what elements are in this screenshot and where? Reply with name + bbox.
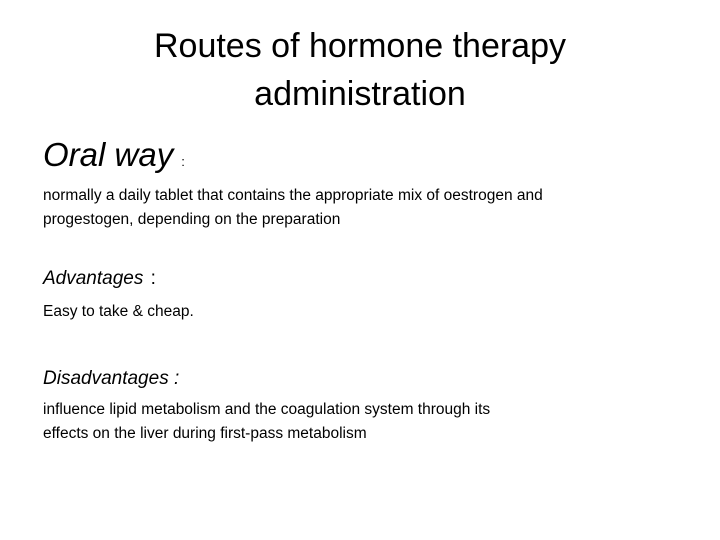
disadvantages-text-line-2: effects on the liver during first-pass metabolism [43,425,367,442]
advantages-colon: : [150,268,156,289]
oral-way-description-line-2: progestogen, depending on the preparation [43,211,341,228]
disadvantages-text [43,398,683,446]
disadvantages-heading: Disadvantages : [43,368,180,389]
disadvantages-text-line-1: influence lipid metabolism and the coagulation system through its [43,401,491,418]
oral-way-description-line-1: normally a daily tablet that contains the appropriate mix of oestrogen and [43,187,543,204]
slide-title [60,22,660,118]
oral-way-label: Oral way [43,136,174,173]
advantages-heading [43,266,156,292]
advantages-label: Advantages [43,268,144,289]
oral-way-heading [43,133,185,184]
slide-title-line-2: administration [254,75,466,113]
oral-way-description [43,184,683,232]
advantages-text: Easy to take & cheap. [43,303,194,320]
oral-way-colon: : [181,154,185,169]
slide-title-line-1: Routes of hormone therapy [153,27,567,65]
